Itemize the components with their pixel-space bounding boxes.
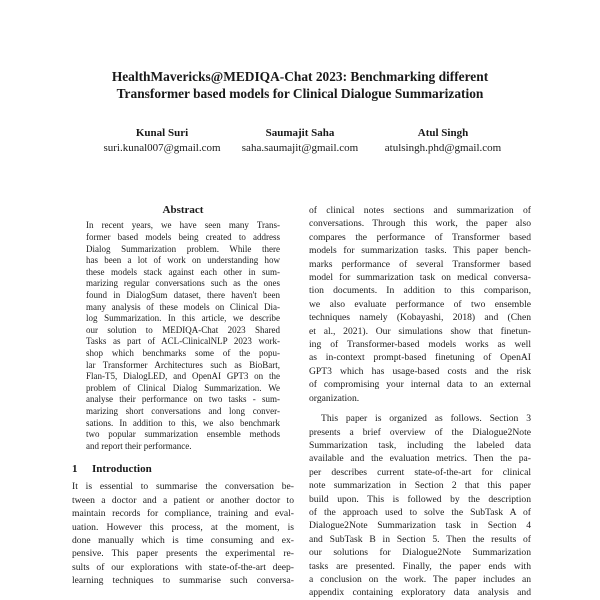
text-line: these models stack against each other in sum- [86,266,280,277]
text-line: sations. In addition to this, we also benchmark [86,417,280,428]
text-line: Tasks as part of ACL-ClinicalNLP 2023 work- [86,336,280,347]
author-name: Saumajit Saha [265,127,335,139]
text-line: tasks are presented. Finally, the paper ends with [309,560,531,572]
abstract-heading: Abstract [162,204,204,216]
text-line: of the approach used to solve the SubTask A of [309,506,531,518]
text-line: GPT3 which has usage-based costs and the risk [309,365,531,377]
body-paragraph [309,204,531,405]
text-line: analyse their performance on two tasks - sum- [86,394,280,405]
text-line: et al., 2021). Our simulations show that finetun- [309,325,531,337]
text-line: two popular summarization ensemble methods [86,429,280,440]
author-name: Kunal Suri [135,127,189,139]
text-line: sults of our explorations with state-of-the-art deep- [72,561,294,573]
section-title: Introduction [92,463,152,476]
text-line: our solutions for Dialogue2Note Summarization [309,547,531,559]
text-line: In recent years, we have seen many Trans- [86,220,280,231]
section-heading [72,462,294,476]
left-column [72,204,294,588]
text-line: tween a doctor and a patient or another doctor to [72,494,294,506]
paper-title [40,68,560,102]
text-line: models for summarization tasks. This paper bench- [309,245,531,257]
abstract-body [86,220,280,452]
author-block [343,126,543,156]
text-line: This paper is organized as follows. Section 3 [321,413,531,425]
text-line: we also evaluate performance of two ensemble [309,298,531,310]
text-line: has been a lot of work on understanding how [86,255,280,266]
text-line: Flan-T5, DialogLED, and OpenAI GPT3 on the [86,371,280,382]
text-line: Dialog Summarization problem. While there [86,243,280,254]
title-line: Transformer based models for Clinical Dialogue Summarization [116,86,484,101]
author-email: suri.kunal007@gmail.com [103,142,221,154]
text-line: former based models being created to address [86,232,280,242]
text-line: per describes current state-of-the-art for clinical [309,466,531,478]
text-line: found in DialogSum dataset, there haven't been [86,289,280,300]
text-line: It is essential to summarise the conversation be- [72,481,294,493]
text-line: ing of Transformer-based models works as well [309,339,531,351]
author-name: Atul Singh [417,127,469,139]
text-line: and report their performance. [86,440,192,451]
author-email: atulsingh.phd@gmail.com [384,142,502,154]
text-line: as in-context prompt-based finetuning of OpenAI [309,352,531,364]
text-line: our solution to MEDIQA-Chat 2023 Shared [86,324,280,335]
author-email: saha.saumajit@gmail.com [241,142,359,154]
text-line: shop which benchmarks some of the popu- [86,347,280,358]
text-line: and SubTask B in Section 5. Then the results of [309,533,531,545]
text-line: Dialogue2Note Summarization task in Section 4 [309,520,531,532]
text-line: build upon. This is followed by the description [309,493,531,505]
title-line: HealthMavericks@MEDIQA-Chat 2023: Benchmarking different [111,69,489,84]
section-number: 1 [72,463,78,476]
text-line: marizing short conversations and long conver- [86,405,280,416]
text-line: lar Transformer Architectures such as BioBart, [86,359,280,370]
text-line: organization. [309,392,360,404]
text-line: marks performance of several Transformer based [309,258,531,270]
text-line: a conclusion on the work. The paper includes an [309,573,531,585]
text-line: appendix containing exploratory data analysis and [309,587,531,599]
text-line: Summarization task, including the labeled data [309,439,531,451]
text-line: of compromising your internal data to an external [309,379,531,391]
text-line: techniques namely (Kobayashi, 2018) and (Chen [309,312,531,324]
text-line: tion documents. In addition to this comparison, [309,285,531,297]
text-line: presents a brief overview of the Dialogue2Note [309,426,531,438]
text-line: marizing regular conversations such as the ones [86,278,280,289]
text-line: learning techniques to summarise such conversa- [72,575,294,587]
text-line: note summarization in Section 2 that this paper [309,480,531,492]
text-line: pensive. This paper presents the experimental re- [72,548,294,560]
text-line: uation. However this process, at the moment, is [72,521,294,533]
text-line: many analysis of these models on Clinical Dia- [86,301,280,312]
text-line: compares the performance of Transformer based [309,231,531,243]
text-line: maintain records for compliance, training and eval- [72,508,294,520]
body-paragraph [309,412,531,600]
text-line: conversations. Through this work, the paper also [309,218,531,230]
text-line: model for summarization task on medical conversa- [309,272,531,284]
text-line: of clinical notes sections and summarization of [309,205,531,216]
text-line: available and the evaluation metrics. Then the pa- [309,453,531,465]
text-line: done manually which is time consuming and ex- [72,534,294,546]
text-line: problem of Clinical Dialog Summarization. We [86,382,280,393]
right-column [309,204,531,600]
text-line: log Summarization. In this article, we describe [86,313,280,324]
introduction-text [72,480,294,587]
